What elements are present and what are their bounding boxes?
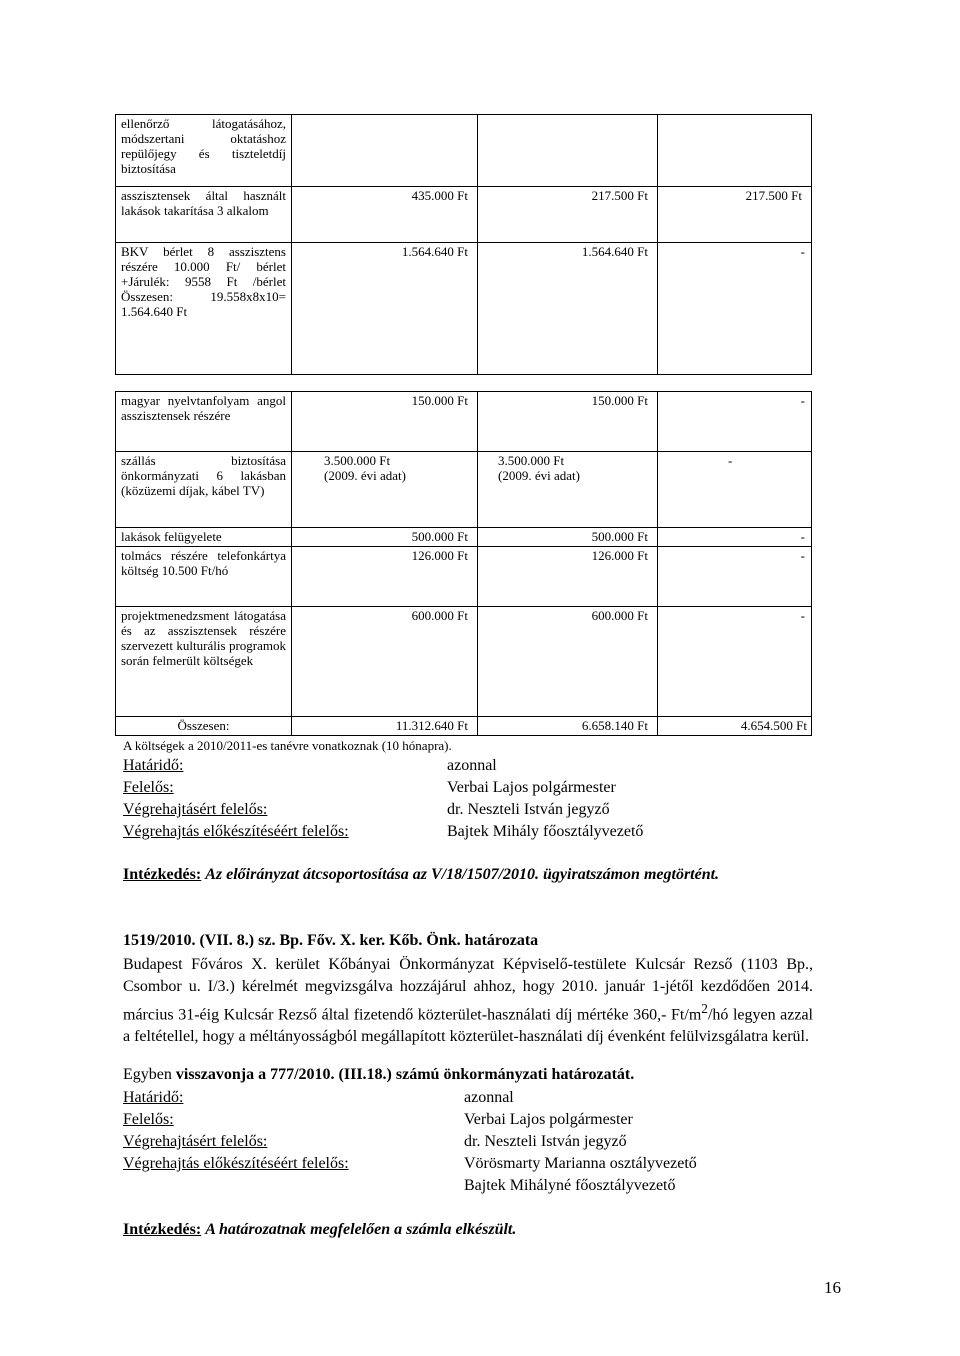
cost-item-description: asszisztensek által használt lakások takarítása 3 alkalom	[116, 187, 292, 243]
preparer-value-2: Bajtek Mihályné főosztályvezető	[464, 1177, 676, 1194]
responsible-value: Verbai Lajos polgármester	[447, 779, 616, 796]
cost-state-note: (2009. évi adat)	[498, 468, 580, 483]
cost-state-funded	[478, 392, 658, 452]
action-note	[123, 1221, 516, 1239]
deadline-label: Határidő:	[123, 1089, 184, 1106]
cost-total	[292, 115, 478, 187]
cost-total	[292, 392, 478, 452]
cost-total: 126.000 Ft	[292, 547, 478, 607]
preparer-value: Bajtek Mihály főosztályvezető	[447, 823, 644, 840]
cost-item-description: szállás biztosítása önkormányzati 6 lakásban (közüzemi díjak, kábel TV)	[116, 452, 292, 528]
deadline-label: Határidő:	[123, 757, 184, 774]
cost-item-description: tolmács részére telefonkártya költség 10.500 Ft/hó	[116, 547, 292, 607]
cost-state-value: 3.500.000 Ft	[498, 453, 565, 468]
cost-other: -	[658, 547, 812, 607]
cost-total	[292, 452, 478, 528]
executor-value: dr. Neszteli István jegyző	[464, 1133, 627, 1150]
cost-other: -	[658, 607, 812, 717]
table-row	[116, 528, 812, 547]
cost-total: 500.000 Ft	[292, 528, 478, 547]
cost-other: -	[658, 452, 812, 528]
revocation-prefix: Egyben	[123, 1066, 172, 1083]
deadline-value: azonnal	[447, 757, 497, 774]
cost-table	[115, 391, 812, 736]
cost-other: 217.500 Ft	[658, 187, 812, 243]
action-note	[123, 866, 719, 884]
cost-state-funded: 500.000 Ft	[478, 528, 658, 547]
responsibility-block	[123, 1087, 813, 1199]
cost-item-description: projektmenedzsment látogatása és az asszisztensek részére szervezett kulturális programok során felmerült költségek	[116, 607, 292, 717]
table-row	[116, 547, 812, 607]
cost-item-description: ellenőrző látogatásához, módszertani oktatáshoz repülőjegy és tiszteletdíj biztosítása	[116, 115, 292, 187]
cost-other: -	[658, 392, 812, 452]
resolution-text-continued: /hó legyen azzal a feltétellel, hogy a méltányosságból megállapított közterület-használati díj évenként felülvizsgálatra kerül.	[123, 1006, 813, 1046]
table-row	[116, 115, 812, 187]
cost-state-funded: 1.564.640 Ft	[478, 243, 658, 375]
cost-item-description: lakások felügyelete	[116, 528, 292, 547]
action-label: Intézkedés:	[123, 866, 202, 883]
executor-label: Végrehajtásért felelős:	[123, 1133, 268, 1150]
cost-total-note: (2009. évi adat)	[324, 468, 406, 483]
responsible-value: Verbai Lajos polgármester	[464, 1111, 633, 1128]
resolution-heading: 1519/2010. (VII. 8.) sz. Bp. Főv. X. ker. Kőb. Önk. határozata	[123, 932, 539, 949]
cost-state-funded: 126.000 Ft	[478, 547, 658, 607]
summary-total: 11.312.640 Ft	[292, 717, 478, 736]
cost-state-funded	[478, 452, 658, 528]
summary-state-funded: 6.658.140 Ft	[478, 717, 658, 736]
responsibility-block	[123, 755, 813, 845]
table-row	[116, 187, 812, 243]
executor-value: dr. Neszteli István jegyző	[447, 801, 610, 818]
cost-other: -	[658, 528, 812, 547]
cost-table-continuation	[115, 114, 812, 375]
responsible-label: Felelős:	[123, 1111, 174, 1128]
cost-other: -	[658, 243, 812, 375]
cost-other	[658, 115, 812, 187]
revocation-line	[123, 1066, 634, 1084]
action-text: Az előirányzat átcsoportosítása az V/18/1507/2010. ügyiratszámon megtörtént.	[205, 866, 720, 883]
cost-state-funded: 600.000 Ft	[478, 607, 658, 717]
cost-total-value: 150.000 Ft	[411, 393, 468, 408]
cost-total-value: 3.500.000 Ft	[324, 453, 391, 468]
responsible-label: Felelős:	[123, 779, 174, 796]
preparer-label: Végrehajtás előkészítéséért felelős:	[123, 1155, 349, 1172]
resolution-body	[123, 954, 813, 1048]
table-row	[116, 243, 812, 375]
action-text: A határozatnak megfelelően a számla elkészült.	[205, 1221, 517, 1238]
summary-label: Összesen:	[116, 717, 292, 736]
cost-total: 600.000 Ft	[292, 607, 478, 717]
revocation-text: visszavonja a 777/2010. (III.18.) számú önkormányzati határozatát.	[175, 1066, 635, 1083]
executor-label: Végrehajtásért felelős:	[123, 801, 268, 818]
cost-state-value: 150.000 Ft	[591, 393, 648, 408]
table-row	[116, 392, 812, 452]
resolution-text: Budapest Főváros X. kerület Kőbányai Önkormányzat Képviselő-testülete Kulcsár Rezső (1103 Bp., Csombor u. I/3.) kérelmét megvizsgálva hozzájárul ahhoz, hogy 2010. január 1-jétől kezdődően 2014. március 31-éig Kulcsár Rezső által fizetendő közterület-használati díj mértéke 360,- Ft/m	[123, 956, 813, 1024]
cost-total: 1.564.640 Ft	[292, 243, 478, 375]
cost-item-description: BKV bérlet 8 asszisztens részére 10.000 Ft/ bérlet +Járulék: 9558 Ft /bérlet Összesen: 19.558x8x10= 1.564.640 Ft	[116, 243, 292, 375]
table-row	[116, 452, 812, 528]
cost-note: A költségek a 2010/2011-es tanévre vonatkoznak (10 hónapra).	[123, 738, 452, 753]
deadline-value: azonnal	[464, 1089, 514, 1106]
cost-total: 435.000 Ft	[292, 187, 478, 243]
action-label: Intézkedés:	[123, 1221, 202, 1238]
preparer-value: Vörösmarty Marianna osztályvezető	[464, 1155, 697, 1172]
page-number: 16	[824, 1278, 841, 1297]
cost-item-description: magyar nyelvtanfolyam angol asszisztensek részére	[116, 392, 292, 452]
cost-state-funded	[478, 115, 658, 187]
table-row	[116, 607, 812, 717]
cost-state-funded: 217.500 Ft	[478, 187, 658, 243]
superscript: 2	[701, 1001, 708, 1016]
summary-other: 4.654.500 Ft	[658, 717, 812, 736]
table-summary-row	[116, 717, 812, 736]
preparer-label: Végrehajtás előkészítéséért felelős:	[123, 823, 349, 840]
